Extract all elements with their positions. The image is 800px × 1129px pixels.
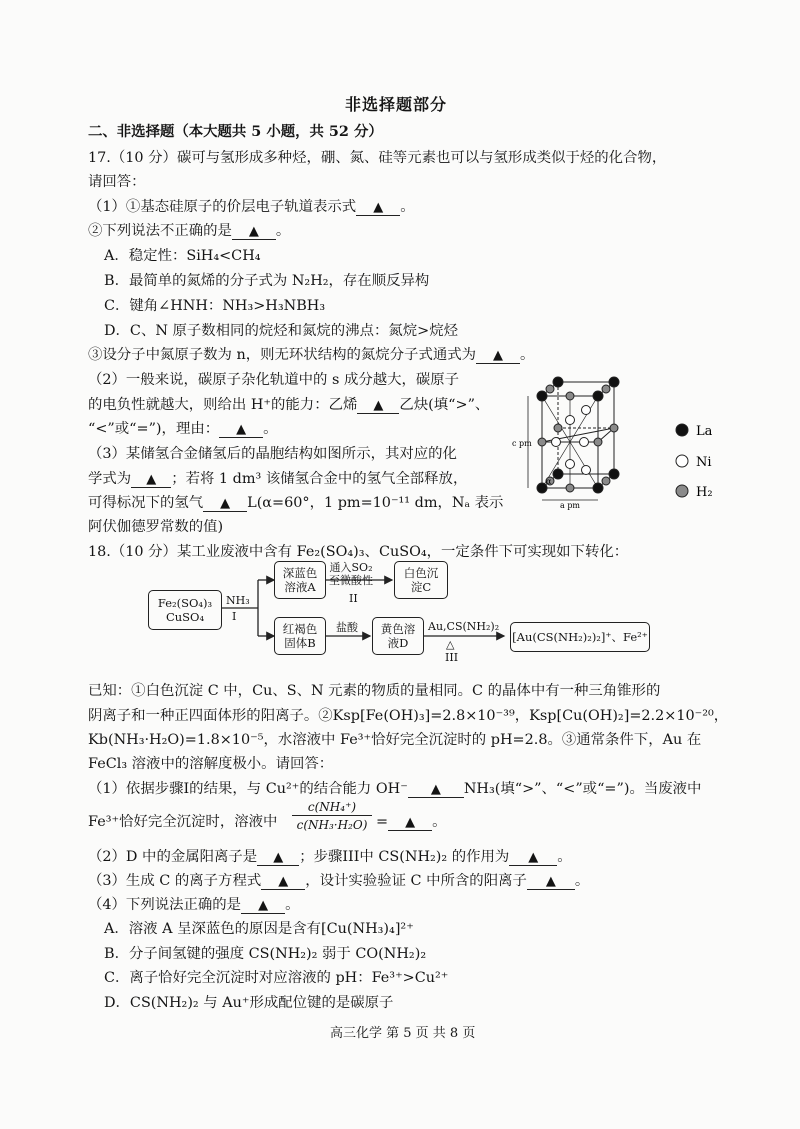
answer-blank: ▲ <box>203 495 247 512</box>
flow-reagent-nh3: NH₃ <box>226 594 250 607</box>
flow-product-box: [Au(CS(NH₂)₂)₂]⁺、Fe²⁺ <box>510 622 650 652</box>
q18-option-c: C．离子恰好完全沉淀时对应溶液的 pH：Fe³⁺>Cu²⁺ <box>104 970 449 986</box>
answer-blank: ▲ <box>356 199 400 216</box>
answer-blank: ▲ <box>509 849 557 866</box>
q17-part2-line2: 的电负性就越大，则给出 H⁺的能力：乙烯 ▲ 乙炔(填“>”、 <box>88 397 490 413</box>
flow-reagent-au: Au,CS(NH₂)₂ <box>428 620 500 633</box>
crystal-label-alpha: α <box>546 477 552 486</box>
flow-solid-b: 红褐色 固体B <box>274 617 326 655</box>
q18-known-line3: Kb(NH₃·H₂O)=1.8×10⁻⁵，水溶液中 Fe³⁺恰好完全沉淀时的 pH=2.8。③通常条件下，Au 在 <box>88 732 702 748</box>
q17-part1-b: ②下列说法不正确的是 ▲ 。 <box>88 223 291 239</box>
q17-intro-line1: 17.（10 分）碳可与氢形成多种烃，硼、氮、硅等元素也可以与氢形成类似于烃的化合物， <box>88 150 667 166</box>
q17-option-b: B．最简单的氮烯的分子式为 N₂H₂，存在顺反异构 <box>104 273 430 289</box>
q17-part1-c: ③设分子中氮原子数为 n，则无环状结构的氮烷分子式通式为 ▲ 。 <box>88 347 535 363</box>
q17-part3-line1: （3）某储氢合金储氢后的晶胞结构如图所示，其对应的化 <box>88 446 457 462</box>
q18-part2: （2）D 中的金属阳离子是 ▲ ；步骤III中 CS(NH₂)₂ 的作用为 ▲ 。 <box>88 849 572 865</box>
answer-blank: ▲ <box>408 781 464 798</box>
answer-blank: ▲ <box>131 471 171 488</box>
flow-step-1: I <box>232 610 237 623</box>
answer-blank: ▲ <box>476 347 520 364</box>
section-heading: 二、非选择题（本大题共 5 小题，共 52 分） <box>88 123 383 140</box>
q18-option-b: B．分子间氢键的强度 CS(NH₂)₂ 弱于 CO(NH₂)₂ <box>104 946 427 962</box>
q18-option-a: A．溶液 A 呈深蓝色的原因是含有[Cu(NH₃)₄]²⁺ <box>104 921 414 937</box>
legend-la-marker <box>676 424 688 436</box>
answer-blank: ▲ <box>357 397 399 414</box>
q17-intro-line2: 请回答： <box>88 174 146 190</box>
q18-part4: （4）下列说法正确的是 ▲ 。 <box>88 897 300 913</box>
flow-step-3: III <box>445 651 459 664</box>
q18-part1-line1: （1）依据步骤I的结果，与 Cu²⁺的结合能力 OH⁻ ▲ NH₃(填“>”、“<”或“=”)。当废液中 <box>88 781 702 797</box>
crystal-cell-figure <box>510 370 722 510</box>
legend-ni-marker <box>676 455 688 467</box>
q18-part3: （3）生成 C 的离子方程式 ▲ ，设计实验验证 C 中所含的阳离子 ▲ 。 <box>88 873 590 889</box>
flow-step-2: II <box>349 592 358 605</box>
q17-part3-line2: 学式为 ▲ ；若将 1 dm³ 该储氢合金中的氢气全部释放， <box>88 471 468 487</box>
q18-intro: 18.（10 分）某工业废液中含有 Fe₂(SO₄)₃、CuSO₄，一定条件下可实现如下转化： <box>88 544 629 560</box>
q18-option-d: D．CS(NH₂)₂ 与 Au⁺形成配位键的是碳原子 <box>104 995 394 1011</box>
q17-part3-line3: 可得标况下的氢气 ▲ L(α=60°，1 pm=10⁻¹¹ dm，Nₐ 表示 <box>88 495 504 511</box>
flow-reagent-so2: 通入SO₂ 至微酸性 <box>329 561 373 587</box>
fraction-numerator: c(NH₄⁺) <box>292 800 372 816</box>
q17-option-a: A．稳定性：SiH₄<CH₄ <box>104 248 261 264</box>
crystal-label-a: a pm <box>560 501 581 510</box>
answer-blank: ▲ <box>219 421 263 438</box>
legend-la: La <box>696 424 713 439</box>
answer-blank: ▲ <box>261 873 305 890</box>
page-title: 非选择题部分 <box>345 95 448 114</box>
answer-blank: ▲ <box>257 849 299 866</box>
q17-option-c: C．键角∠HNH：NH₃>H₃NBH₃ <box>104 298 326 314</box>
q17-part3-line4: 阿伏伽德罗常数的值) <box>88 519 224 535</box>
fraction-denominator: c(NH₃·H₂O) <box>296 818 368 832</box>
q17-part2-line1: （2）一般来说，碳原子杂化轨道中的 s 成分越大，碳原子 <box>88 372 460 388</box>
crystal-label-c: c pm <box>512 439 532 448</box>
flow-precipitate-c: 白色沉 淀C <box>394 561 448 599</box>
flow-heat: △ <box>446 638 455 651</box>
legend-h2: H₂ <box>696 485 713 500</box>
answer-blank: ▲ <box>388 814 432 831</box>
q17-part1-a: （1）①基态硅原子的价层电子轨道表示式 ▲ 。 <box>88 199 415 215</box>
flow-solution-d: 黄色溶 液D <box>372 617 424 655</box>
q18-known-line1: 已知：①白色沉淀 C 中，Cu、S、N 元素的物质的量相同。C 的晶体中有一种三角锥形的 <box>88 683 661 699</box>
flow-solution-a: 深蓝色 溶液A <box>274 561 326 599</box>
q17-option-d: D．C、N 原子数相同的烷烃和氮烷的沸点：氮烷>烷烃 <box>104 323 458 339</box>
q17-part2-line3: “<”或“=”)，理由： ▲ 。 <box>88 421 278 437</box>
answer-blank: ▲ <box>232 223 276 240</box>
q18-known-line2: 阴离子和一种正四面体形的阳离子。②Ksp[Fe(OH)₃]=2.8×10⁻³⁹，Ksp[Cu(OH)₂]=2.2×10⁻²⁰， <box>88 708 729 724</box>
page-footer: 高三化学 第 5 页 共 8 页 <box>330 1026 476 1041</box>
answer-blank: ▲ <box>527 873 575 890</box>
answer-blank: ▲ <box>241 897 285 914</box>
legend-h2-marker <box>676 485 688 497</box>
q18-part1-line2-answer: = ▲ 。 <box>376 814 447 830</box>
legend-ni: Ni <box>696 455 712 470</box>
flow-start-box: Fe₂(SO₄)₃ CuSO₄ <box>148 590 222 630</box>
q18-part1-line2-text: Fe³⁺恰好完全沉淀时，溶液中 <box>88 814 278 830</box>
q18-known-line4: FeCl₃ 溶液中的溶解度极小。请回答： <box>88 756 334 772</box>
flow-reagent-hcl: 盐酸 <box>336 621 358 634</box>
